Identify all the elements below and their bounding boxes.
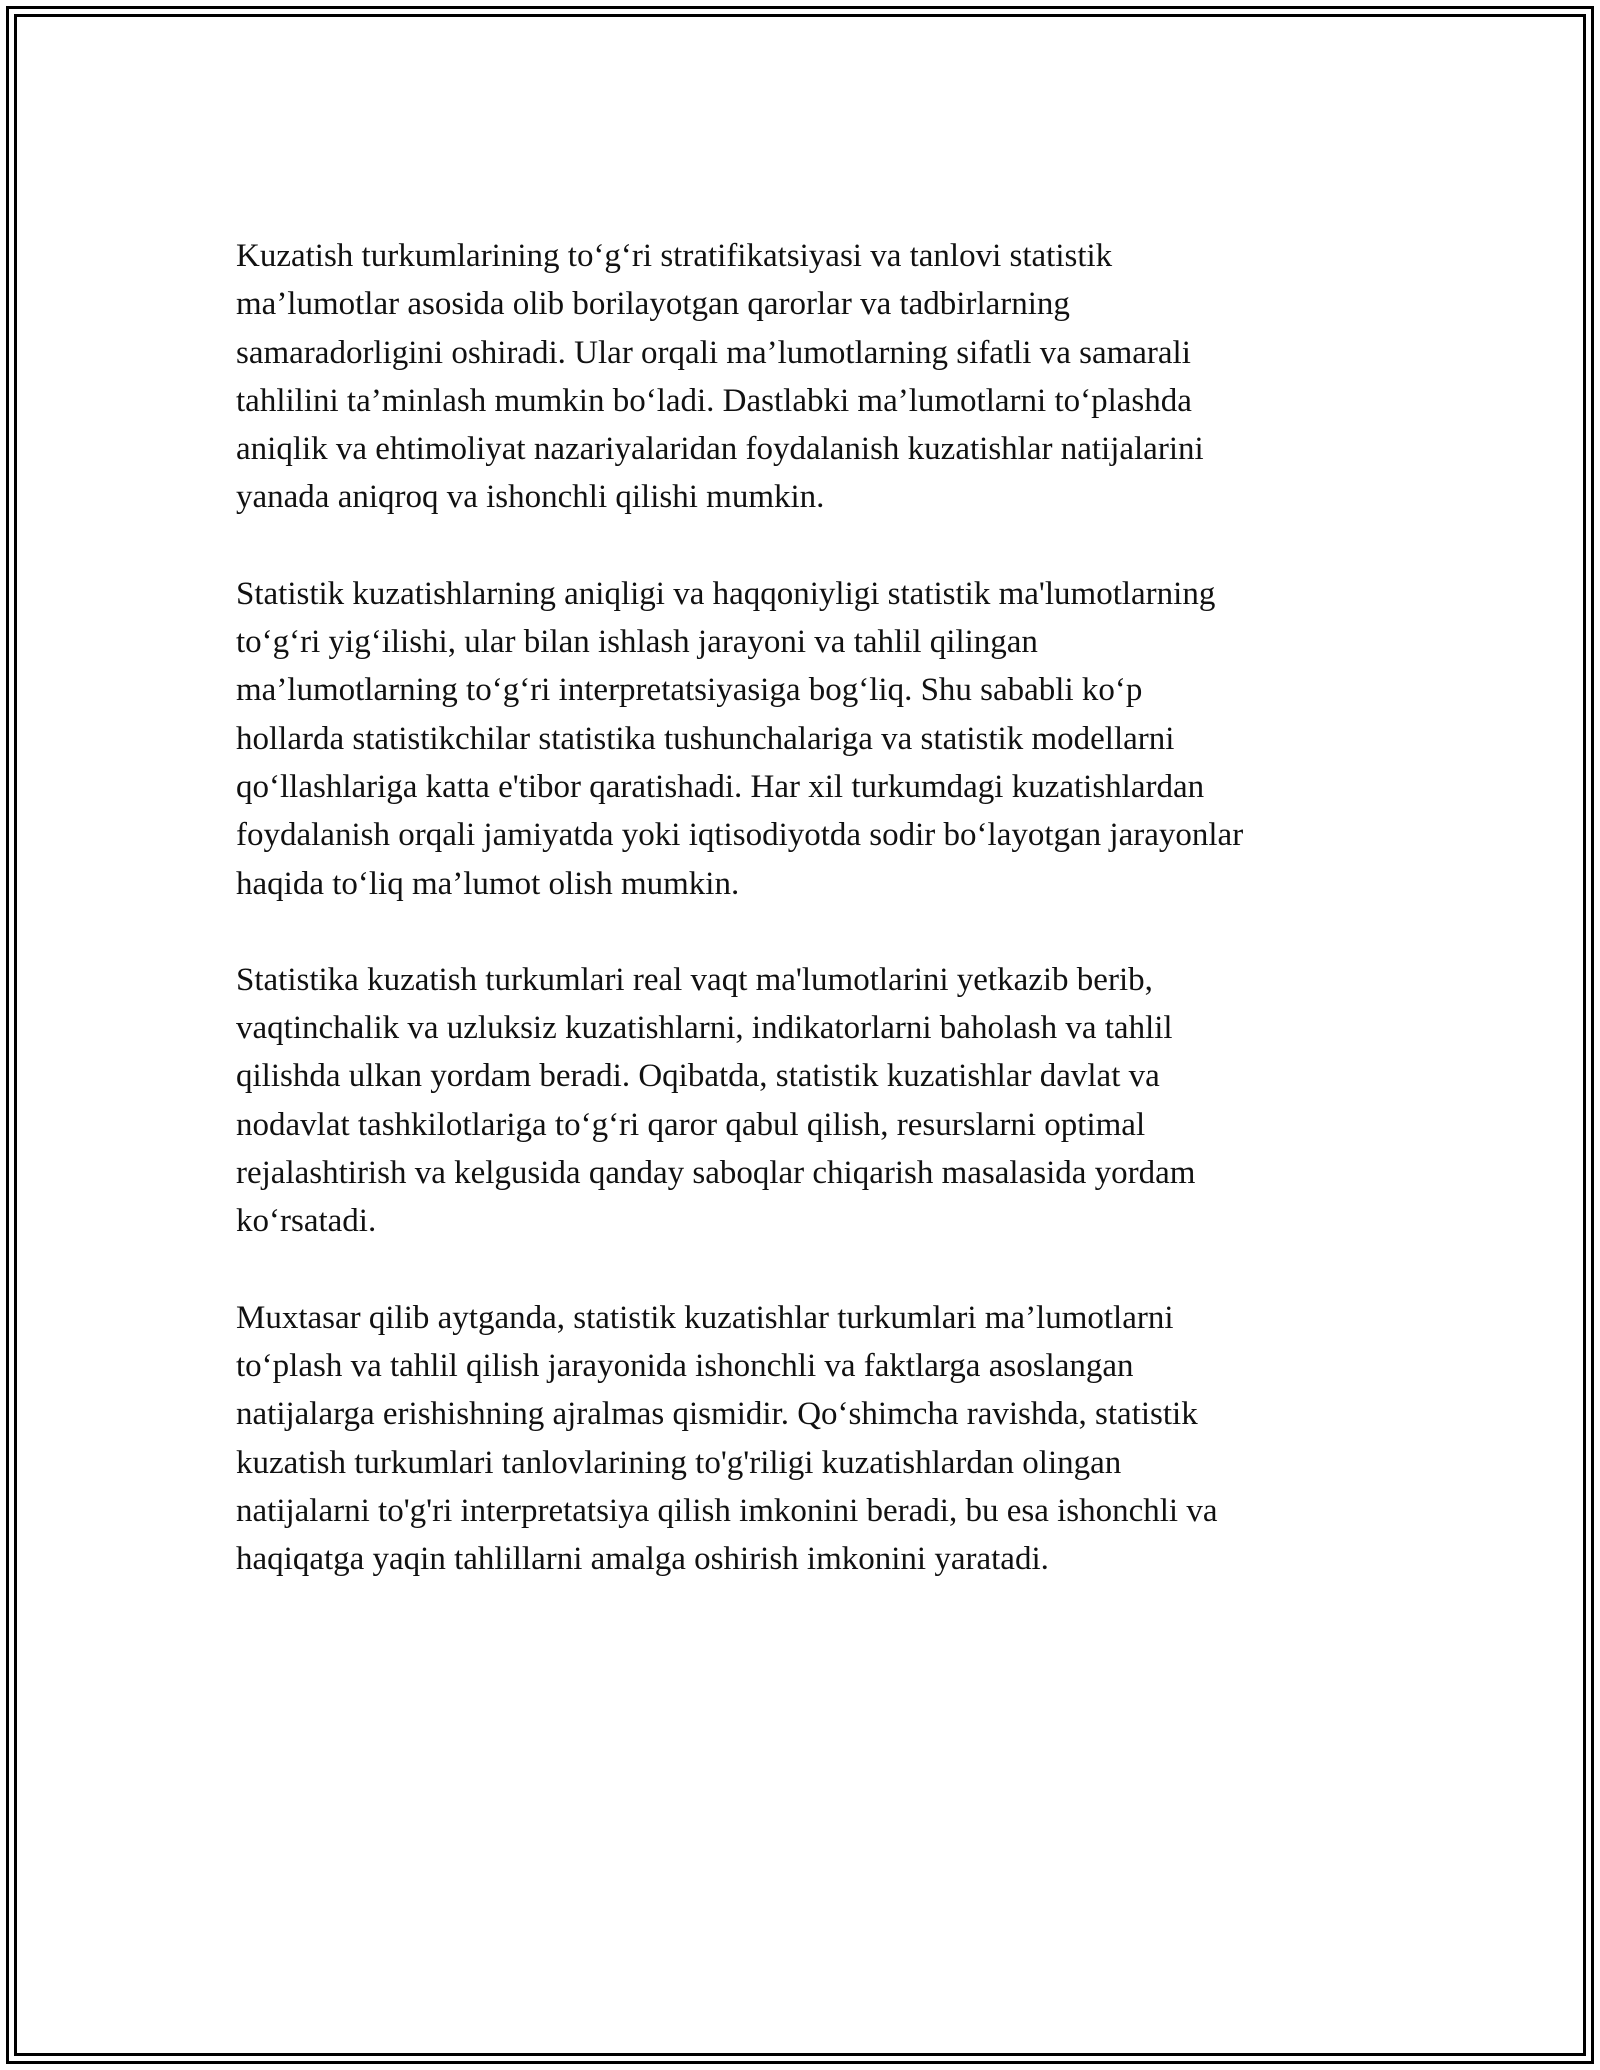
text-line: tahlilini ta’minlash mumkin bo‘ladi. Dastlabki ma’lumotlarni to‘plashda xyxy=(236,382,1192,419)
text-line: kuzatish turkumlari tanlovlarining to'g'riligi kuzatishlardan olingan xyxy=(236,1444,1122,1481)
paragraph-3 xyxy=(236,956,1376,1246)
text-line: Muxtasar qilib aytganda, statistik kuzatishlar turkumlari ma’lumotlarni xyxy=(236,1299,1174,1336)
text-line: ma’lumotlarning to‘g‘ri interpretatsiyasiga bog‘liq. Shu sababli ko‘p xyxy=(236,672,1143,709)
text-line: natijalarga erishishning ajralmas qismidir. Qo‘shimcha ravishda, statistik xyxy=(236,1396,1198,1433)
paragraph-4 xyxy=(236,1294,1376,1584)
text-line: haqiqatga yaqin tahlillarni amalga oshirish imkonini yaratadi. xyxy=(236,1541,1049,1578)
text-line: to‘g‘ri yig‘ilishi, ular bilan ishlash jarayoni va tahlil qilingan xyxy=(236,624,1038,661)
text-line: hollarda statistikchilar statistika tushunchalariga va statistik modellarni xyxy=(236,720,1175,757)
text-line: vaqtinchalik va uzluksiz kuzatishlarni, indikatorlarni baholash va tahlil xyxy=(236,1010,1173,1047)
text-line: qilishda ulkan yordam beradi. Oqibatda, statistik kuzatishlar davlat va xyxy=(236,1058,1160,1095)
document-body xyxy=(236,232,1376,1631)
text-line: haqida to‘liq ma’lumot olish mumkin. xyxy=(236,865,740,902)
text-line: ma’lumotlar asosida olib borilayotgan qarorlar va tadbirlarning xyxy=(236,286,1070,323)
text-line: samaradorligini oshiradi. Ular orqali ma’lumotlarning sifatli va samarali xyxy=(236,334,1191,371)
text-line: natijalarni to'g'ri interpretatsiya qilish imkonini beradi, bu esa ishonchli va xyxy=(236,1492,1218,1529)
text-line: yanada aniqroq va ishonchli qilishi mumkin. xyxy=(236,479,825,516)
text-line: qo‘llashlariga katta e'tibor qaratishadi. Har xil turkumdagi kuzatishlardan xyxy=(236,768,1205,805)
text-line: to‘plash va tahlil qilish jarayonida ishonchli va faktlarga asoslangan xyxy=(236,1347,1134,1384)
text-line: ko‘rsatadi. xyxy=(236,1203,377,1240)
text-line: rejalashtirish va kelgusida qanday saboqlar chiqarish masalasida yordam xyxy=(236,1155,1196,1192)
text-line: aniqlik va ehtimoliyat nazariyalaridan foydalanish kuzatishlar natijalarini xyxy=(236,431,1204,468)
paragraph-2 xyxy=(236,570,1376,908)
text-line: Kuzatish turkumlarining to‘g‘ri stratifikatsiyasi va tanlovi statistik xyxy=(236,238,1113,274)
text-line: foydalanish orqali jamiyatda yoki iqtisodiyotda sodir bo‘layotgan jarayonlar xyxy=(236,817,1244,854)
text-line: Statistik kuzatishlarning aniqligi va haqqoniyligi statistik ma'lumotlarning xyxy=(236,575,1216,612)
text-line: Statistika kuzatish turkumlari real vaqt ma'lumotlarini yetkazib berib, xyxy=(236,961,1153,998)
text-line: nodavlat tashkilotlariga to‘g‘ri qaror qabul qilish, resurslarni optimal xyxy=(236,1106,1146,1143)
paragraph-1 xyxy=(236,232,1376,522)
